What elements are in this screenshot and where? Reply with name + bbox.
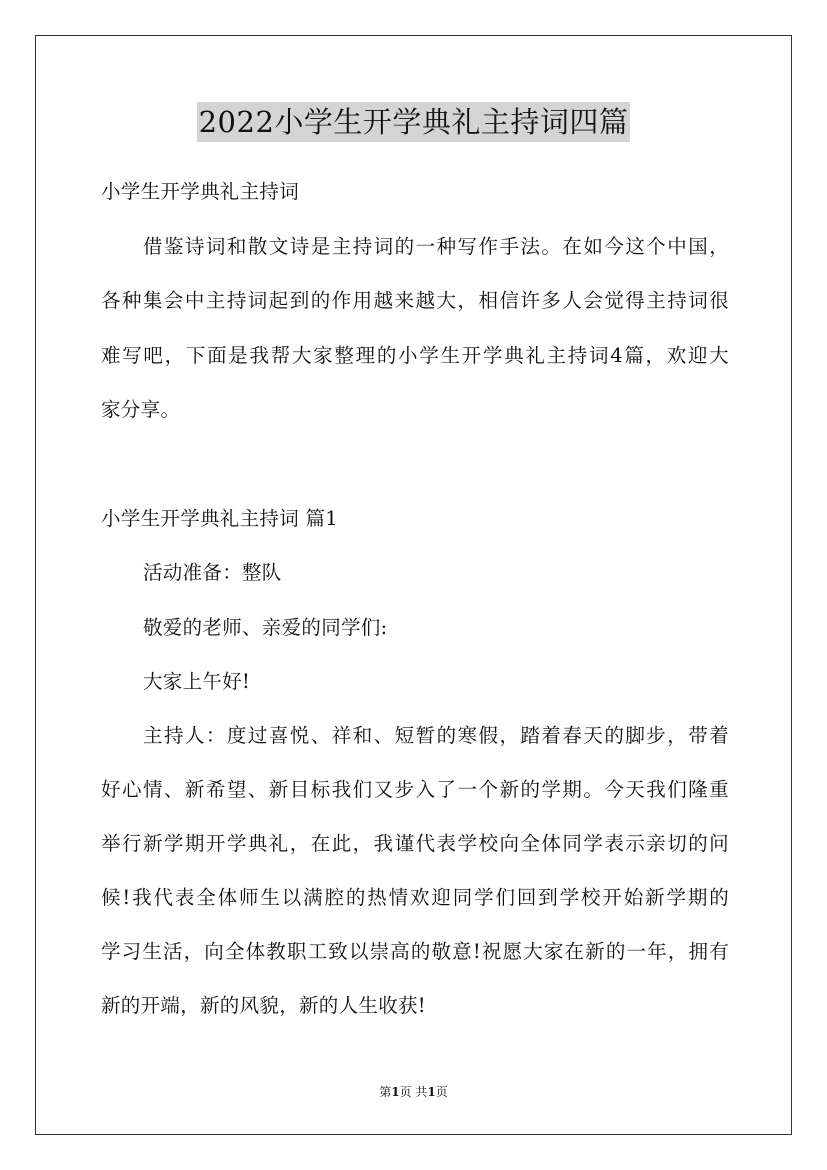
section-heading: 小学生开学典礼主持词 篇1	[101, 507, 339, 530]
intro-paragraph-line: 各种集会中主持词起到的作用越来越大，相信许多人会觉得主持词很	[101, 289, 729, 312]
host-paragraph-line: 新的开端，新的风貌，新的人生收获!	[101, 994, 426, 1017]
intro-paragraph-line: 家分享。	[101, 398, 181, 421]
host-paragraph-line: 主持人：度过喜悦、祥和、短暂的寒假，踏着春天的脚步，带着	[143, 724, 729, 747]
document-title: 2022小学生开学典礼主持词四篇	[197, 102, 631, 142]
hello: 大家上午好!	[143, 670, 251, 693]
intro-paragraph-line: 难写吧，下面是我帮大家整理的小学生开学典礼主持词4篇，欢迎大	[101, 344, 729, 367]
host-paragraph-line: 学习生活，向全体教职工致以崇高的敬意!祝愿大家在新的一年，拥有	[101, 940, 729, 963]
footer-page-number: 1	[391, 1085, 400, 1099]
footer-suffix: 页	[435, 1085, 448, 1099]
activity-prep: 活动准备：整队	[143, 561, 282, 584]
intro-paragraph-line: 借鉴诗词和散文诗是主持词的一种写作手法。在如今这个中国，	[143, 235, 729, 258]
footer-page-total: 1	[427, 1085, 436, 1099]
title-container	[0, 102, 827, 142]
host-paragraph-line: 好心情、新希望、新目标我们又步入了一个新的学期。今天我们隆重	[101, 778, 729, 801]
greeting: 敬爱的老师、亲爱的同学们:	[143, 616, 388, 639]
intro-heading: 小学生开学典礼主持词	[101, 180, 300, 203]
footer-mid: 页 共	[399, 1085, 428, 1099]
host-paragraph-line: 举行新学期开学典礼，在此，我谨代表学校向全体同学表示亲切的问	[101, 832, 729, 855]
footer-prefix: 第	[379, 1085, 392, 1099]
host-paragraph-line: 候!我代表全体师生以满腔的热情欢迎同学们回到学校开始新学期的	[101, 886, 729, 909]
page-footer	[0, 1083, 827, 1100]
